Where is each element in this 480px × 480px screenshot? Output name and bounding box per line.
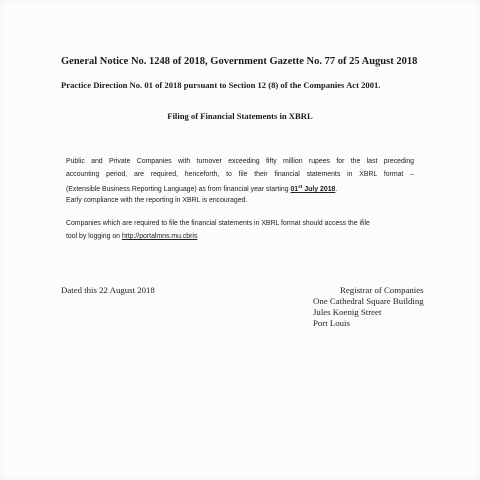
signature-line-registrar: Registrar of Companies [340, 285, 424, 295]
notice-title: General Notice No. 1248 of 2018, Government Gazette No. 77 of 25 August 2018 [61, 56, 418, 67]
paragraph-requirement [66, 155, 414, 194]
paragraph-line [66, 230, 426, 243]
document-heading: Filing of Financial Statements in XBRL [167, 111, 313, 121]
paragraph-line [66, 181, 414, 194]
effective-date-rest: July 2018 [302, 186, 336, 193]
paragraph-line: accounting period, are required, henceforth, to file their financial statements in XBRL format – [66, 171, 414, 178]
portal-link[interactable]: http://portalmns.mu.cbris [121, 233, 198, 240]
practice-direction: Practice Direction No. 01 of 2018 pursuant to Section 12 (8) of the Companies Act 2001. [61, 80, 381, 90]
paragraph-line-suffix: . [335, 186, 338, 193]
effective-date-suffix: st [298, 185, 303, 190]
paragraph-line: Public and Private Companies with turnover exceeding fifty million rupees for the last preceding [66, 158, 414, 165]
dated-line: Dated this 22 August 2018 [61, 285, 155, 295]
paragraph-line-prefix: (Extensible Business Reporting Language) as from financial year starting [66, 186, 289, 193]
signature-line-street: Jules Koenig Street [313, 307, 382, 317]
paragraph-access [66, 217, 426, 243]
effective-date [290, 185, 338, 193]
paragraph-compliance: Early compliance with the reporting in XBRL is encouraged. [66, 197, 248, 204]
signature-line-city: Port Louis [313, 318, 350, 328]
signature-line-building: One Cathedral Square Building [313, 296, 424, 306]
paragraph-line: Companies which are required to file the financial statements in XBRL format should access the ifile [66, 220, 370, 227]
paragraph-line-prefix: tool by logging on [66, 233, 121, 240]
signature-block [313, 285, 424, 329]
effective-date-day: 01 [290, 186, 299, 193]
